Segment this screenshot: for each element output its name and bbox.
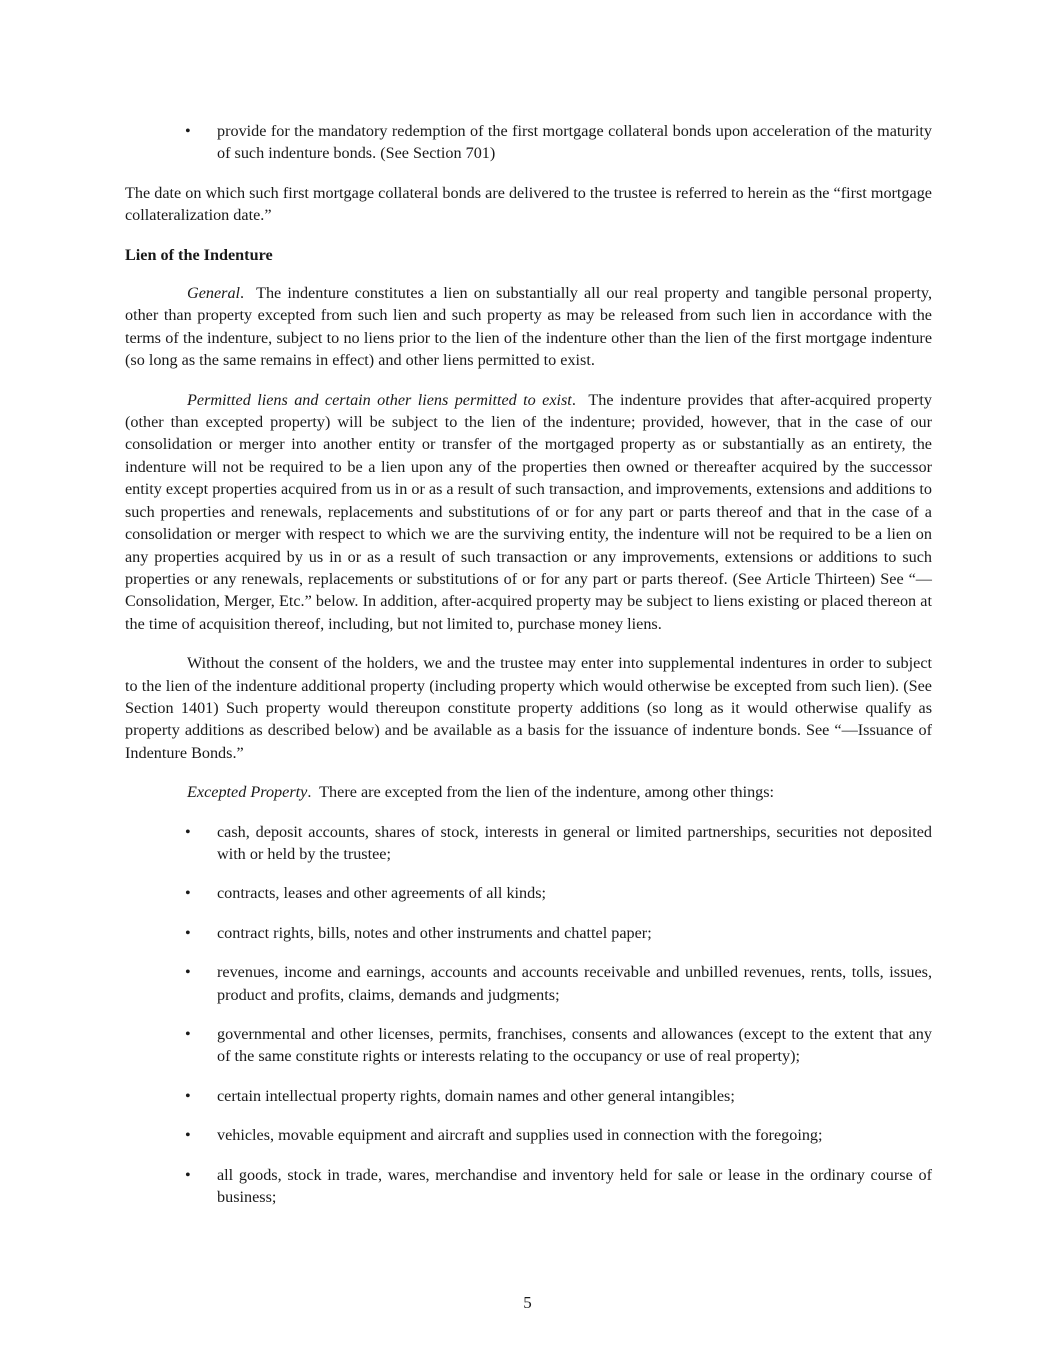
list-item [125, 821, 932, 866]
general-paragraph: General. The indenture constitutes a lien on substantially all our real property and tangible personal property, other than property excepted from such lien and such property as may be released from such lien in accordance with the terms of the indenture, subject to no liens prior to the lien of the indenture other than the lien of the first mortgage indenture (so long as the same remains in effect) and other liens permitted to exist. [125, 284, 932, 370]
list-item-text: certain intellectual property rights, domain names and other general intangibles; [217, 1086, 735, 1105]
list-item [125, 922, 932, 944]
page-number: 5 [523, 1293, 532, 1312]
list-item [125, 1124, 932, 1146]
list-item [125, 1023, 932, 1068]
list-item-text: vehicles, movable equipment and aircraft and supplies used in connection with the foregoing; [217, 1126, 823, 1145]
collateralization-paragraph: The date on which such first mortgage collateral bonds are delivered to the trustee is referred to herein as the “first mortgage collateralization date.” [125, 183, 932, 225]
bullet-glyph: • [185, 923, 191, 942]
permitted-liens-paragraph: Permitted liens and certain other liens permitted to exist. The indenture provides that after-acquired property (other than excepted property) will be subject to the lien of the indenture; provided, however, that in the case of our consolidation or merger into another entity or transfer of the mortgaged property as or substantially as an entirety, the indenture will not be required to be a lien upon any of the properties then owned or thereafter acquired by the successor entity except properties acquired from us in or as a result of such transaction, and improvements, extensions and additions to such properties and renewals, replacements and substitutions of or for any part or parts thereof and that in the case of a consolidation or merger with respect to which we are the surviving entity, the indenture will not be required to be a lien on any properties acquired by us in or as a result of such transaction or any improvements, extensions or additions to such properties or any renewals, replacements or substitutions of or for any part or parts thereof. (See Article Thirteen) See “—Consolidation, Merger, Etc.” below. In addition, after-acquired property may be subject to liens existing or placed thereon at the time of acquisition thereof, including, but not limited to, purchase money liens. [125, 390, 933, 633]
list-item-text: revenues, income and earnings, accounts and accounts receivable and unbilled revenues, rents, tolls, issues, product and profits, claims, demands and judgments; [217, 963, 932, 1004]
excepted-text: There are excepted from the lien of the indenture, among other things: [319, 783, 775, 802]
bullet-glyph: • [185, 1025, 191, 1043]
bullet-glyph: • [185, 822, 191, 841]
excepted-list [125, 821, 932, 1209]
general-text: The indenture constitutes a lien on substantially all our real property and tangible personal property, other than property excepted from such lien and such property as may be released from such lien in accordance with the terms of the indenture, subject to no liens prior to the lien of the indenture other than the lien of the first mortgage indenture (so long as the same remains in effect) and other liens permitted to exist. [125, 284, 932, 370]
supplemental-paragraph: Without the consent of the holders, we and the trustee may enter into supplemental indentures in order to subject to the lien of the indenture additional property (including property which would otherwise be excepted from such lien). (See Section 1401) Such property would thereupon constitute property additions (so long as it would otherwise qualify as property additions as described below) and be available as a basis for the issuance of indenture bonds. See “—Issuance of Indenture Bonds.” [125, 654, 932, 762]
list-item-text: all goods, stock in trade, wares, merchandise and inventory held for sale or lease in the ordinary course of business; [217, 1165, 932, 1207]
list-item-text: contracts, leases and other agreements of all kinds; [217, 884, 547, 903]
bullet-glyph: • [185, 884, 191, 903]
list-item [125, 961, 932, 1006]
bullet-glyph: • [185, 122, 191, 140]
section-heading: Lien of the Indenture [125, 245, 273, 264]
bullet-glyph: • [185, 1086, 191, 1105]
bullet-glyph: • [185, 963, 191, 982]
document-page [125, 120, 932, 1225]
list-item [125, 120, 932, 165]
permitted-liens-text: The indenture provides that after-acquired property (other than excepted property) will be subject to the lien of the indenture; provided, however, that in the case of our consolidation or merger into another entity or transfer of the mortgaged property as or substantially as an entirety, the indenture will not be required to be a lien upon any of the properties then owned or thereafter acquired by the successor entity except properties acquired from us in or as a result of such transaction, and improvements, extensions and additions to such properties and renewals, replacements and substitutions of or for any part or parts thereof and that in the case of a consolidation or merger with respect to which we are the surviving entity, the indenture will not be required to be a lien on any properties acquired by us in or as a result of such transaction or any improvements, extensions or additions to such properties or any renewals, replacements or substitutions of or for any part or parts thereof. (See Article Thirteen) See “—Consolidation, Merger, Etc.” below. In addition, after-acquired property may be subject to liens existing or placed thereon at the time of acquisition thereof, including, but not limited to, purchase money liens. [125, 390, 933, 633]
general-label: General [187, 284, 241, 303]
list-item [125, 882, 932, 904]
list-item [125, 1085, 932, 1107]
excepted-label: Excepted Property [187, 783, 308, 802]
list-item-text: cash, deposit accounts, shares of stock, interests in general or limited partnerships, securities not deposited with or held by the trustee; [217, 822, 932, 863]
excepted-paragraph: Excepted Property. There are excepted from the lien of the indenture, among other things: [187, 783, 775, 802]
bullet-glyph: • [185, 1126, 191, 1145]
list-item-text: provide for the mandatory redemption of the first mortgage collateral bonds upon acceleration of the maturity of such indenture bonds. (See Section 701) [217, 122, 932, 163]
permitted-liens-label: Permitted liens and certain other liens permitted to exist [187, 390, 572, 409]
list-item-text: governmental and other licenses, permits, franchises, consents and allowances (except to the extent that any of the same constitute rights or interests relating to the occupancy or use of real property); [217, 1025, 932, 1066]
list-item [125, 1164, 932, 1209]
list-item-text: contract rights, bills, notes and other instruments and chattel paper; [217, 923, 652, 942]
bullet-glyph: • [185, 1165, 191, 1184]
